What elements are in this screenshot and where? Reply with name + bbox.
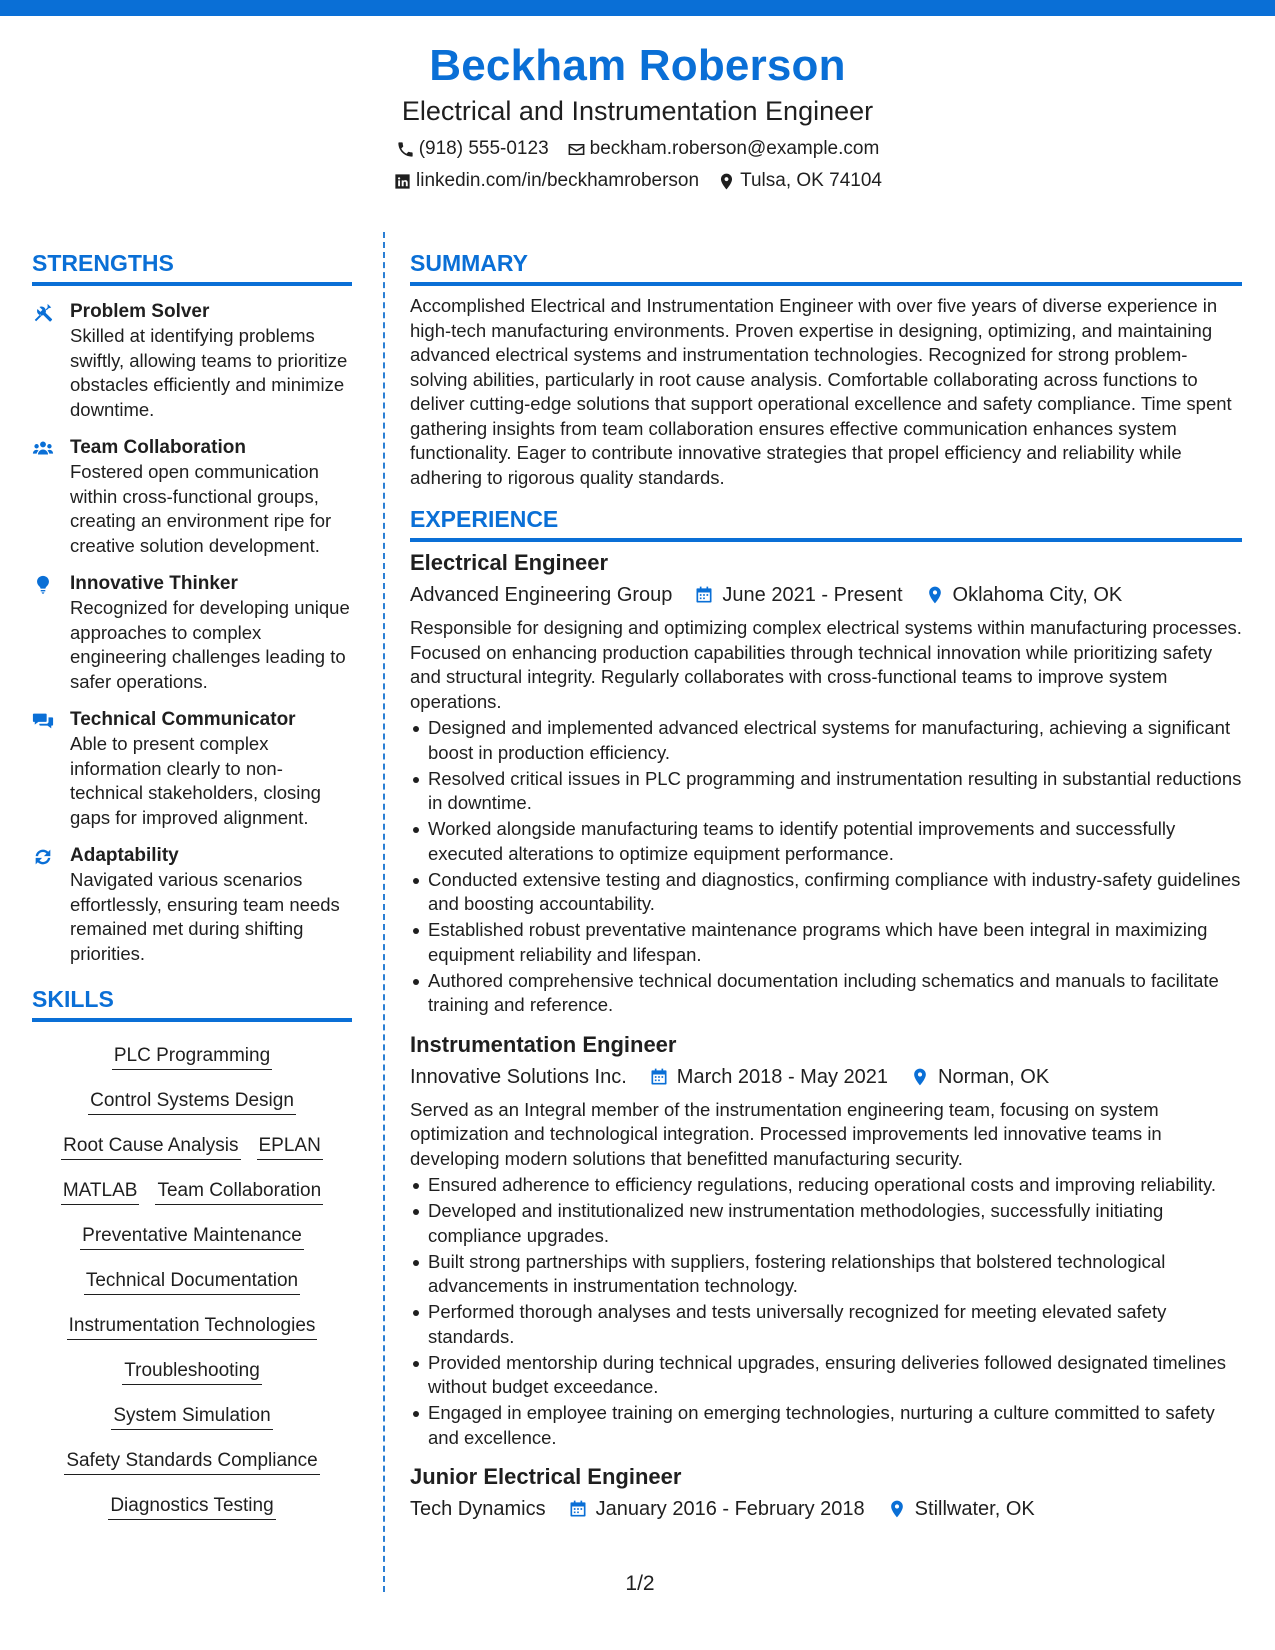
job-dates: June 2021 - Present — [722, 584, 903, 606]
bullet-item: Developed and institutionalized new instrumentation methodologies, successfully initiating compliance upgrades. — [410, 1199, 1242, 1248]
skill-tag: System Simulation — [111, 1403, 272, 1430]
location-text: Tulsa, OK 74104 — [740, 170, 882, 191]
job-description: Served as an Integral member of the instrumentation engineering team, focusing on system optimization and technological integration. Processed improvements led innovative teams in developing modern solutions that benefitted manufacturing security. — [410, 1098, 1162, 1169]
strength-title: Adaptability — [70, 845, 179, 866]
users-icon — [32, 438, 54, 460]
strength-desc: Recognized for developing unique approaches to complex engineering challenges leading to safer operations. — [70, 597, 350, 692]
job-dates: March 2018 - May 2021 — [676, 1065, 889, 1088]
left-column — [32, 248, 352, 1529]
page-number: 1/2 — [625, 1572, 655, 1595]
linkedin-text: linkedin.com/in/beckhamroberson — [416, 170, 700, 191]
envelope-icon — [567, 140, 586, 159]
skill-tag: Technical Documentation — [84, 1268, 300, 1295]
bullet-item: Authored comprehensive technical documentation including schematics and manuals to facilitate training and reference. — [410, 969, 1242, 1018]
skills-heading: SKILLS — [32, 984, 352, 1022]
strength-desc: Fostered open communication within cross-functional groups, creating an environment ripe for creative solution development. — [70, 461, 332, 556]
map-pin-icon — [925, 585, 945, 605]
strength-title: Technical Communicator — [70, 709, 296, 730]
job-entry — [410, 1030, 1242, 1451]
skill-tag: Safety Standards Compliance — [64, 1448, 319, 1475]
skill-tag: Diagnostics Testing — [108, 1493, 275, 1520]
strength-title: Team Collaboration — [70, 437, 246, 458]
bullet-item: Established robust preventative maintenance programs which have been integral in maximizing equipment reliability and lifespan. — [410, 918, 1242, 967]
skill-tag: PLC Programming — [112, 1043, 272, 1070]
summary-heading: SUMMARY — [410, 248, 1242, 286]
job-company: Tech Dynamics — [410, 1498, 546, 1520]
phone-contact — [396, 134, 549, 164]
job-meta — [410, 580, 1242, 610]
calendar-icon — [568, 1499, 588, 1519]
job-company: Innovative Solutions Inc. — [410, 1065, 627, 1088]
strength-desc: Able to present complex information clearly to non-technical stakeholders, closing gaps for improved alignment. — [70, 733, 321, 828]
map-pin-icon — [717, 172, 736, 191]
bullet-item: Conducted extensive testing and diagnostics, confirming compliance with industry-safety guidelines and boosting accountability. — [410, 868, 1242, 917]
bullet-item: Worked alongside manufacturing teams to identify potential improvements and successfully executed alterations to optimize equipment performance. — [410, 817, 1242, 866]
refresh-icon — [32, 846, 54, 868]
strength-item — [32, 708, 352, 830]
skill-tag: Instrumentation Technologies — [67, 1313, 318, 1340]
job-entry — [410, 548, 1242, 1018]
skill-tag: Control Systems Design — [88, 1088, 296, 1115]
strength-item — [32, 844, 352, 966]
job-location: Oklahoma City, OK — [952, 584, 1123, 606]
job-bullets — [410, 1173, 1242, 1450]
job-company: Advanced Engineering Group — [410, 584, 673, 606]
phone-text: (918) 555-0123 — [418, 138, 549, 159]
lightbulb-icon — [32, 574, 54, 596]
bullet-item: Designed and implemented advanced electrical systems for manufacturing, achieving a significant boost in production efficiency. — [410, 716, 1242, 765]
bullet-item: Resolved critical issues in PLC programming and instrumentation resulting in substantial reductions in downtime. — [410, 767, 1242, 816]
job-description: Responsible for designing and optimizing complex electrical systems within manufacturing processes. Focused on enhancing production capabilities through technical innovation while prioritizing safety and structural integrity. Regularly collaborates with cross-functional teams to improve system operations. — [410, 617, 1242, 712]
bullet-item: Provided mentorship during technical upgrades, ensuring deliveries followed designated timelines without budget exceedance. — [410, 1351, 1242, 1400]
skill-tag: Root Cause Analysis — [61, 1133, 240, 1160]
job-meta — [410, 1494, 1242, 1524]
experience-heading: EXPERIENCE — [410, 504, 1242, 542]
resume-header — [0, 40, 1275, 196]
linkedin-icon — [393, 172, 412, 191]
job-dates: January 2016 - February 2018 — [595, 1498, 865, 1520]
strength-item — [32, 436, 352, 558]
strength-item — [32, 572, 352, 694]
strength-item — [32, 300, 352, 422]
bullet-item: Ensured adherence to efficiency regulations, reducing operational costs and improving reliability. — [410, 1173, 1242, 1198]
email-text: beckham.roberson@example.com — [589, 138, 880, 159]
skills-list — [32, 1034, 352, 1529]
skill-tag: MATLAB — [61, 1178, 140, 1205]
map-pin-icon — [910, 1067, 930, 1087]
bullet-item: Performed thorough analyses and tests universally recognized for meeting elevated safety standards. — [410, 1300, 1242, 1349]
contact-row-2 — [0, 166, 1275, 196]
right-column — [410, 248, 1242, 1524]
job-location: Stillwater, OK — [914, 1498, 1035, 1520]
phone-icon — [396, 140, 415, 159]
calendar-icon — [694, 585, 714, 605]
linkedin-contact[interactable] — [393, 166, 699, 196]
job-title: Electrical Engineer — [410, 550, 609, 575]
strengths-heading: STRENGTHS — [32, 248, 352, 286]
strength-desc: Navigated various scenarios effortlessly, ensuring team needs remained met during shifting priorities. — [70, 869, 340, 964]
summary-text: Accomplished Electrical and Instrumentation Engineer with over five years of diverse experience in high-tech manufacturing environments. Proven expertise in designing, optimizing, and maintaining advanced electrical systems and instrumentation technologies. Recognized for strong problem-solving abilities, particularly in root cause analysis. Comfortable collaborating across functions to deliver cutting-edge solutions that support operational excellence and safety compliance. Time spent gathering insights from team collaboration ensures effective communication enhances system functionality. Eager to contribute innovative strategies that propel efficiency and reliability while adhering to rigorous quality standards. — [410, 295, 1232, 488]
column-divider — [383, 232, 385, 1592]
job-entry — [410, 1462, 1242, 1524]
contact-row-1 — [0, 134, 1275, 164]
top-accent-bar — [0, 0, 1275, 16]
candidate-title: Electrical and Instrumentation Engineer — [401, 96, 874, 126]
strength-desc: Skilled at identifying problems swiftly, allowing teams to prioritize obstacles efficiently and minimize downtime. — [70, 325, 348, 420]
job-bullets — [410, 716, 1242, 1018]
job-meta — [410, 1062, 1242, 1092]
email-contact[interactable] — [567, 134, 880, 164]
map-pin-icon — [887, 1499, 907, 1519]
candidate-name: Beckham Roberson — [429, 41, 846, 90]
job-title: Junior Electrical Engineer — [410, 1464, 682, 1489]
skill-tag: Preventative Maintenance — [80, 1223, 304, 1250]
tools-icon — [32, 302, 54, 324]
strength-title: Problem Solver — [70, 301, 210, 322]
bullet-item: Built strong partnerships with suppliers, fostering relationships that bolstered technological advancements in instrumentation technology. — [410, 1250, 1242, 1299]
location-contact — [717, 166, 882, 196]
skill-tag: Team Collaboration — [155, 1178, 323, 1205]
bullet-item: Engaged in employee training on emerging technologies, nurturing a culture committed to safety and excellence. — [410, 1401, 1242, 1450]
chat-icon — [32, 710, 54, 732]
skill-tag: EPLAN — [257, 1133, 323, 1160]
skill-tag: Troubleshooting — [122, 1358, 262, 1385]
strength-title: Innovative Thinker — [70, 573, 238, 594]
job-location: Norman, OK — [938, 1065, 1050, 1088]
calendar-icon — [649, 1067, 669, 1087]
job-title: Instrumentation Engineer — [410, 1031, 677, 1057]
